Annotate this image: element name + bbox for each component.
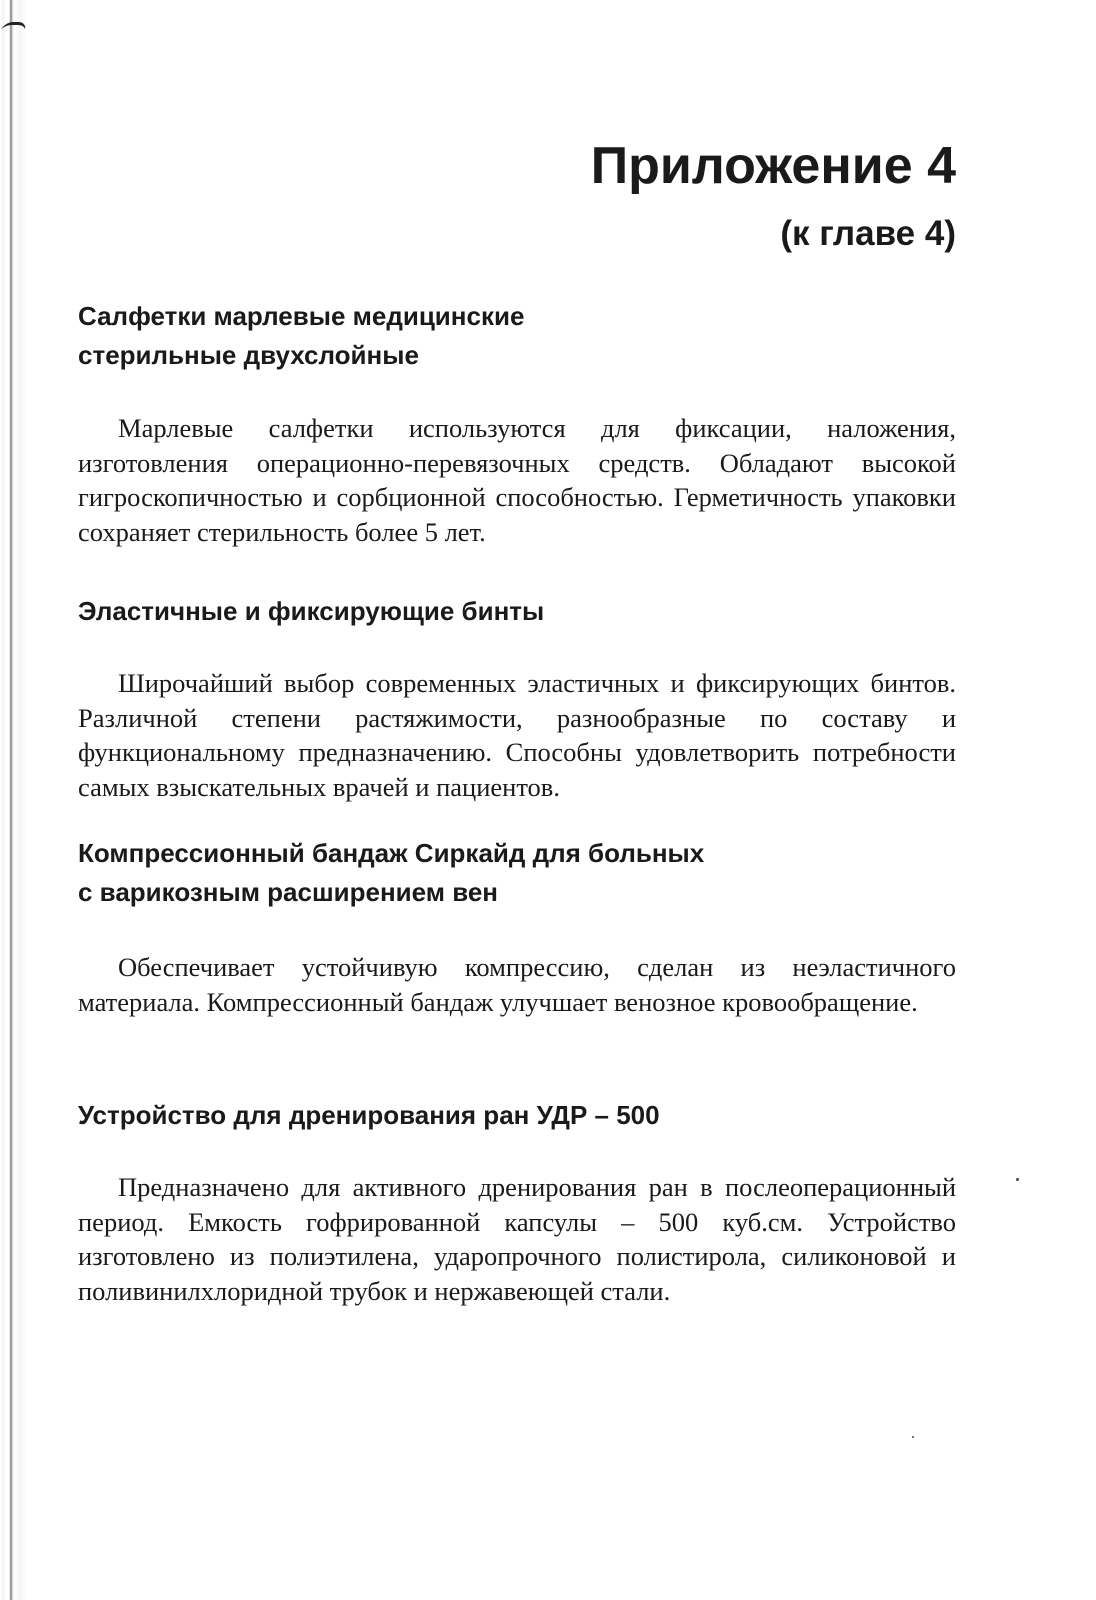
- section-bandages: [78, 592, 956, 804]
- section-heading: Устройство для дренирования ран УДР – 500: [78, 1100, 660, 1130]
- scan-binding-edge: [0, 0, 26, 1600]
- section-gauze-wipes: [78, 297, 956, 549]
- scan-speck: [1016, 1178, 1019, 1181]
- section-body: Марлевые салфетки используются для фиксации, наложения, изготовления операционно-перевязочных средств. Обладают высокой гигроскопичностью и сорбционной способностью. Герметичность упаковки сохраняет стерильность более 5 лет.: [78, 413, 956, 547]
- scan-speck: [912, 1436, 914, 1438]
- appendix-subtitle: (к главе 4): [780, 214, 956, 253]
- section-compression-bandage: [78, 834, 956, 1019]
- section-body: Предназначено для активного дренирования ран в послеоперационный период. Емкость гофрированной капсулы – 500 куб.см. Устройство изготовлено из полиэтилена, ударопрочного полистирола, силиконовой и поливинилхлоридной трубок и нержавеющей стали.: [78, 1172, 956, 1306]
- section-body: Широчайший выбор современных эластичных и фиксирующих бинтов. Различной степени растяжимости, разнообразные по составу и функциональному предназначению. Способны удовлетворить потребности самых взыскательных врачей и пациентов.: [78, 668, 956, 802]
- section-heading: Салфетки марлевые медицинские стерильные двухслойные: [78, 301, 525, 370]
- section-heading: Компрессионный бандаж Сиркайд для больных с варикозным расширением вен: [78, 838, 705, 907]
- section-body: Обеспечивает устойчивую компрессию, сделан из неэластичного материала. Компрессионный бандаж улучшает венозное кровообращение.: [78, 952, 956, 1017]
- section-heading: Эластичные и фиксирующие бинты: [78, 596, 545, 626]
- section-wound-drainage-device: [78, 1096, 956, 1308]
- appendix-title: Приложение 4: [590, 137, 956, 195]
